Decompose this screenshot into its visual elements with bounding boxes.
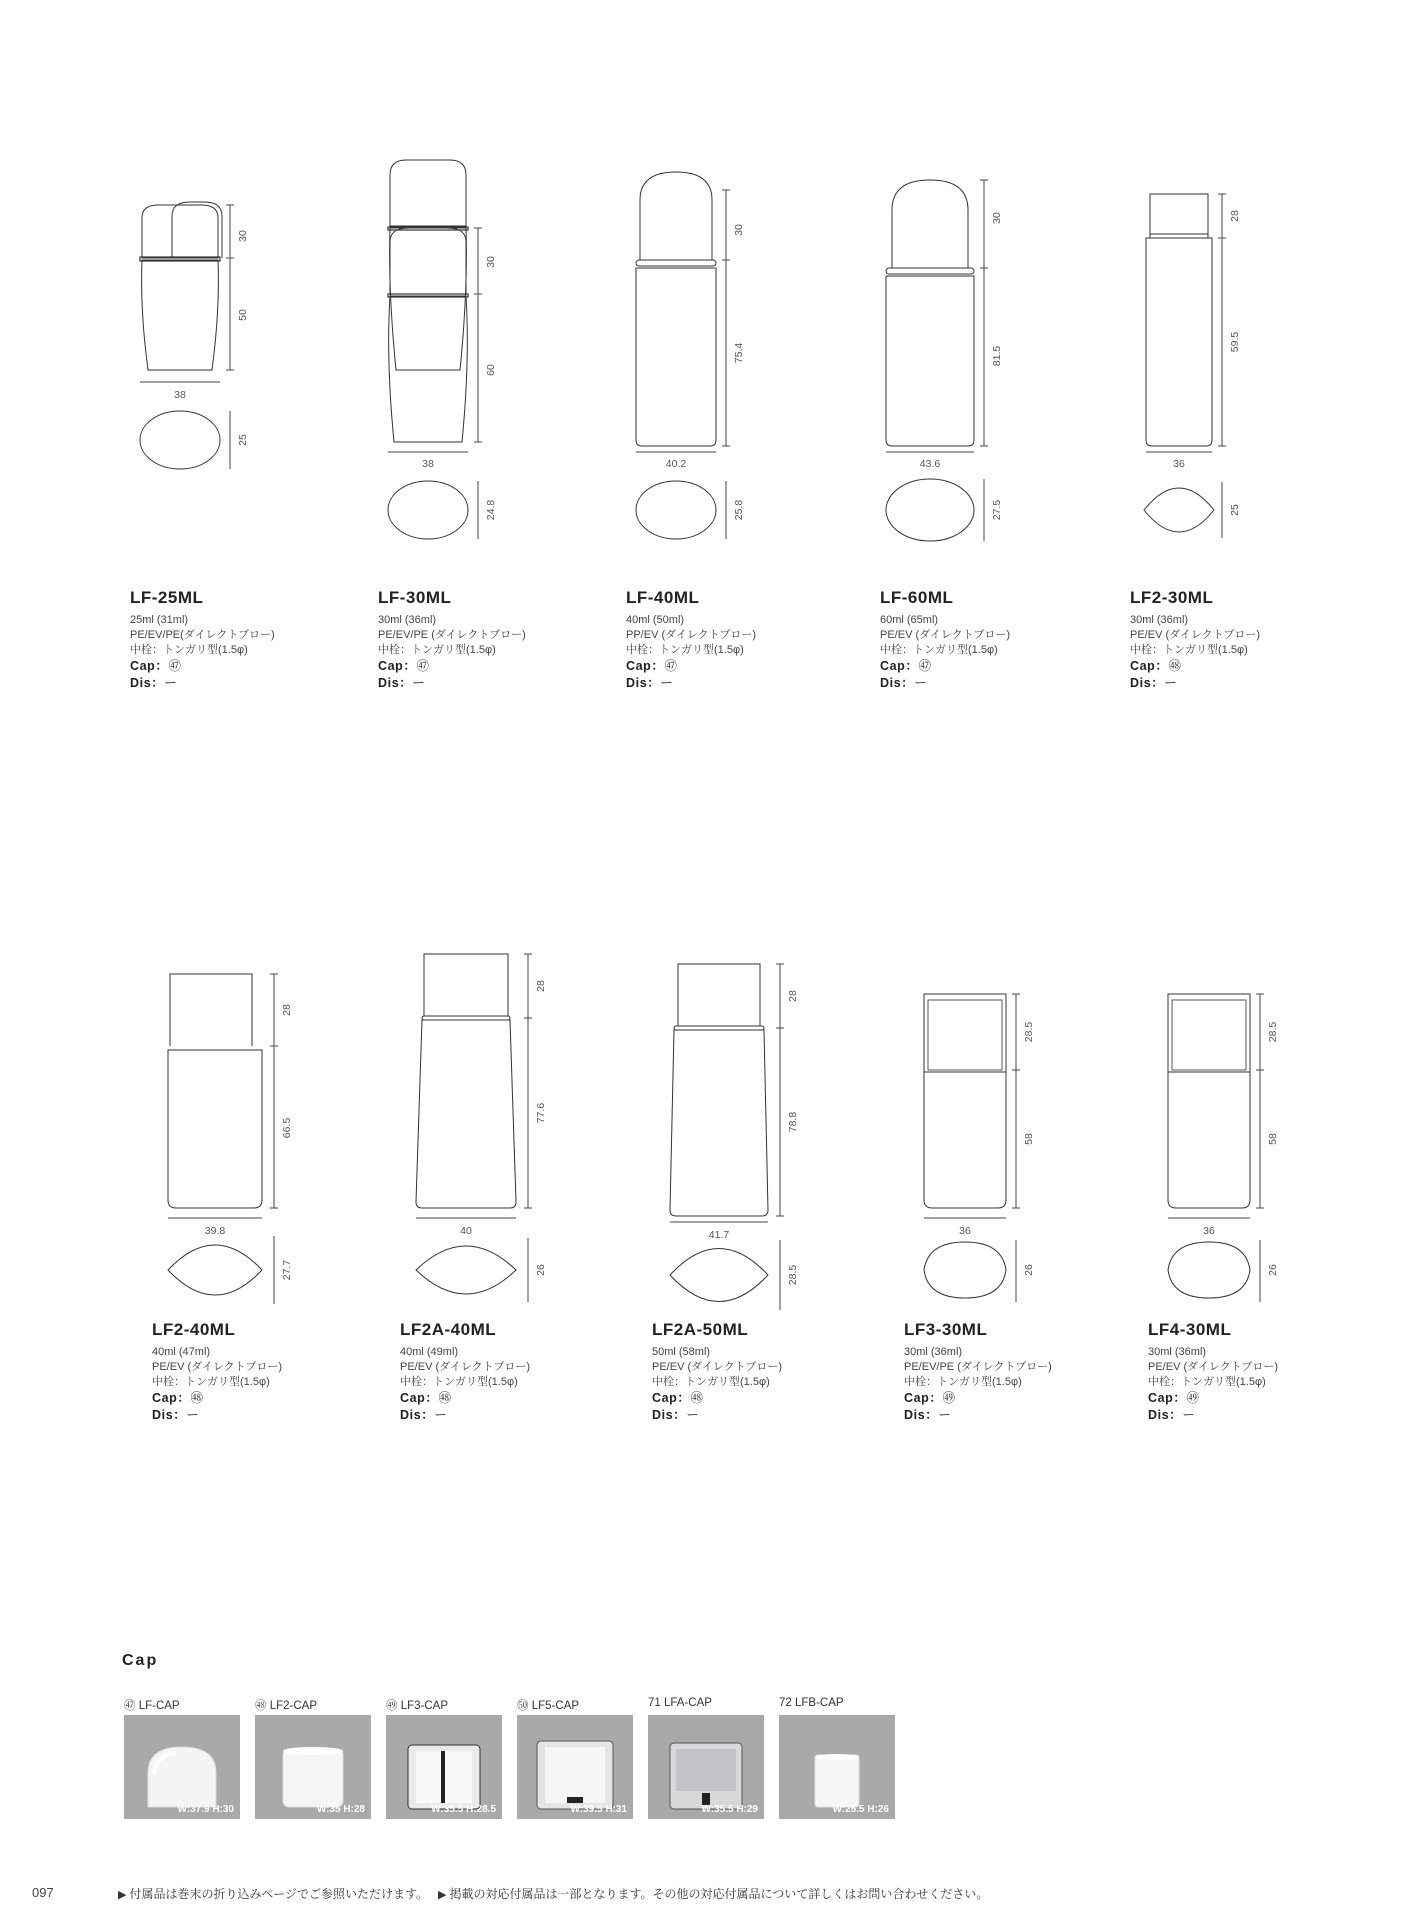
product-material: PE/EV/PE (ダイレクトブロー)	[378, 629, 526, 641]
dim-width: 38	[174, 389, 186, 401]
bottle-drawing	[1130, 160, 1350, 540]
dim-cap-height: 28	[535, 980, 547, 992]
footnote-text-2: 掲載の対応付属品は一部となります。その他の対応付属品について詳しくはお問い合わせください。	[449, 1887, 989, 1901]
dim-body-height: 66.5	[281, 1117, 293, 1139]
cap-size: W:39.5 H:31	[570, 1804, 627, 1815]
dim-body-height: 78.8	[787, 1111, 799, 1133]
product-dis: Dis：ー	[400, 1408, 448, 1422]
product-name: LF-40ML	[626, 588, 700, 607]
cap-photo	[386, 1715, 502, 1819]
product-cap: Cap：㊼	[378, 659, 430, 673]
product-plug: 中栓：トンガリ型(1.5φ)	[880, 644, 998, 656]
product-material: PE/EV (ダイレクトブロー)	[652, 1361, 783, 1373]
product-material: PE/EV (ダイレクトブロー)	[880, 629, 1011, 641]
dim-depth: 24.8	[485, 499, 497, 521]
product-lf3-30ml	[904, 930, 1124, 1530]
dim-cap-height: 30	[733, 224, 745, 236]
dim-width: 36	[1203, 1225, 1215, 1237]
product-dis: Dis：ー	[152, 1408, 200, 1422]
product-cap: Cap：㊾	[1148, 1391, 1200, 1405]
dim-body-height: 60	[485, 364, 497, 376]
bottle-drawing	[652, 930, 872, 1310]
dim-cap-height: 28.5	[1023, 1021, 1035, 1043]
product-volume: 25ml (31ml)	[130, 614, 189, 626]
product-lf2-40ml	[152, 930, 372, 1530]
bottle-footprint	[378, 160, 598, 540]
dim-width: 39.8	[204, 1225, 226, 1237]
bottle-drawing	[152, 930, 372, 1310]
cap-item-lfb-cap	[779, 1697, 895, 1819]
product-volume: 30ml (36ml)	[1148, 1346, 1207, 1358]
product-name: LF-60ML	[880, 588, 954, 607]
dim-cap-height: 28	[787, 990, 799, 1002]
cap-photo	[517, 1715, 633, 1819]
dim-width: 41.7	[708, 1229, 730, 1241]
dim-body-height: 77.6	[535, 1102, 547, 1124]
product-plug: 中栓：トンガリ型(1.5φ)	[400, 1376, 518, 1388]
cap-section-heading: Cap	[122, 1652, 159, 1669]
dim-depth: 25	[1229, 504, 1241, 516]
cap-label: ㊿ LF5-CAP	[517, 1700, 579, 1712]
page-number: 097	[32, 1885, 54, 1900]
product-lf-40ml	[626, 160, 846, 760]
triangle-icon: ▶	[438, 1889, 447, 1901]
product-name: LF2-30ML	[1130, 588, 1214, 607]
bottle-drawing	[904, 930, 1124, 1310]
product-dis: Dis：ー	[626, 676, 674, 690]
dim-width: 38	[422, 458, 434, 470]
dim-depth: 28.5	[787, 1264, 799, 1286]
product-plug: 中栓：トンガリ型(1.5φ)	[652, 1376, 770, 1388]
product-material: PE/EV (ダイレクトブロー)	[1130, 629, 1261, 641]
cap-item-lf3-cap	[386, 1697, 502, 1819]
dim-depth: 26	[535, 1264, 547, 1276]
dim-cap-height: 30	[237, 230, 249, 242]
product-plug: 中栓：トンガリ型(1.5φ)	[626, 644, 744, 656]
dim-cap-height: 30	[991, 212, 1003, 224]
dim-depth: 25.8	[733, 499, 745, 521]
product-cap: Cap：㊼	[130, 659, 182, 673]
triangle-icon: ▶	[118, 1889, 127, 1901]
dim-depth: 26	[1267, 1264, 1279, 1276]
cap-item-lfa-cap	[648, 1697, 764, 1819]
product-dis: Dis：ー	[652, 1408, 700, 1422]
product-dis: Dis：ー	[1130, 676, 1178, 690]
dim-cap-height: 28	[1229, 210, 1241, 222]
product-lf2a-50ml	[652, 930, 872, 1530]
product-volume: 40ml (47ml)	[152, 1346, 211, 1358]
dim-body-height: 58	[1267, 1133, 1279, 1145]
cap-photo	[124, 1715, 240, 1819]
dim-cap-height: 30	[485, 256, 497, 268]
cap-size: W:35 H:28	[316, 1804, 365, 1815]
cap-item-lf-cap	[124, 1697, 240, 1819]
cap-label: ㊼ LF-CAP	[124, 1700, 180, 1712]
product-volume: 30ml (36ml)	[1130, 614, 1189, 626]
product-plug: 中栓：トンガリ型(1.5φ)	[152, 1376, 270, 1388]
product-material: PE/EV (ダイレクトブロー)	[1148, 1361, 1279, 1373]
dim-depth: 26	[1023, 1264, 1035, 1276]
bottle-drawing	[400, 930, 620, 1310]
product-name: LF4-30ML	[1148, 1320, 1232, 1339]
cap-item-lf2-cap	[255, 1697, 371, 1819]
product-volume: 40ml (50ml)	[626, 614, 685, 626]
product-volume: 30ml (36ml)	[904, 1346, 963, 1358]
dim-width: 36	[1173, 458, 1185, 470]
cap-item-lf5-cap	[517, 1697, 633, 1819]
product-dis: Dis：ー	[904, 1408, 952, 1422]
product-dis: Dis：ー	[378, 676, 426, 690]
dim-depth: 27.7	[281, 1259, 293, 1281]
product-volume: 40ml (49ml)	[400, 1346, 459, 1358]
product-volume: 60ml (65ml)	[880, 614, 939, 626]
product-name: LF-30ML	[378, 588, 452, 607]
product-plug: 中栓：トンガリ型(1.5φ)	[904, 1376, 1022, 1388]
cap-size: W:37.9 H:30	[177, 1804, 234, 1815]
product-name: LF2A-50ML	[652, 1320, 749, 1339]
product-material: PE/EV/PE(ダイレクトブロー)	[130, 629, 275, 641]
product-lf2-30ml	[1130, 160, 1350, 760]
product-cap: Cap：㊼	[626, 659, 678, 673]
bottle-drawing	[1148, 930, 1368, 1310]
dim-depth: 25	[237, 434, 249, 446]
product-cap: Cap：㊽	[652, 1391, 704, 1405]
cap-size: W:25.5 H:26	[832, 1804, 889, 1815]
bottle-drawing	[130, 160, 350, 540]
product-plug: 中栓：トンガリ型(1.5φ)	[1148, 1376, 1266, 1388]
dim-body-height: 75.4	[733, 342, 745, 364]
dim-depth: 27.5	[991, 499, 1003, 521]
cap-size: W:35.5 H:28.5	[431, 1804, 496, 1815]
product-material: PP/EV (ダイレクトブロー)	[626, 629, 757, 641]
product-volume: 50ml (58ml)	[652, 1346, 711, 1358]
footnote-text-1: 付属品は巻末の折り込みページでご参照いただけます。	[129, 1887, 429, 1901]
product-dis: Dis：ー	[880, 676, 928, 690]
product-lf-60ml	[880, 160, 1100, 760]
product-name: LF2-40ML	[152, 1320, 236, 1339]
product-cap: Cap：㊼	[880, 659, 932, 673]
cap-photo	[779, 1715, 895, 1819]
product-name: LF2A-40ML	[400, 1320, 497, 1339]
dim-body-height: 81.5	[991, 345, 1003, 367]
product-cap: Cap：㊽	[400, 1391, 452, 1405]
product-cap: Cap：㊽	[152, 1391, 204, 1405]
cap-size: W:35.5 H:29	[701, 1804, 758, 1815]
product-lf4-30ml	[1148, 930, 1368, 1530]
bottle-drawing	[880, 160, 1100, 540]
cap-label: 72 LFB-CAP	[779, 1697, 844, 1709]
cap-label: ㊽ LF2-CAP	[255, 1700, 317, 1712]
bottle-drawing	[626, 160, 846, 540]
product-material: PE/EV (ダイレクトブロー)	[400, 1361, 531, 1373]
product-volume: 30ml (36ml)	[378, 614, 437, 626]
product-cap: Cap：㊽	[1130, 659, 1182, 673]
product-lf2a-40ml	[400, 930, 620, 1530]
product-lf-25ml	[130, 160, 350, 760]
product-plug: 中栓：トンガリ型(1.5φ)	[378, 644, 496, 656]
product-dis: Dis：ー	[1148, 1408, 1196, 1422]
cap-photo	[648, 1715, 764, 1819]
product-cap: Cap：㊾	[904, 1391, 956, 1405]
dim-width: 36	[959, 1225, 971, 1237]
cap-photo	[255, 1715, 371, 1819]
dim-width: 40.2	[665, 458, 687, 470]
dim-body-height: 59.5	[1229, 331, 1241, 353]
footnote	[118, 1885, 988, 1902]
product-material: PE/EV (ダイレクトブロー)	[152, 1361, 283, 1373]
product-name: LF-25ML	[130, 588, 204, 607]
cap-label: 71 LFA-CAP	[648, 1697, 712, 1709]
product-lf-30ml	[378, 160, 598, 760]
product-name: LF3-30ML	[904, 1320, 988, 1339]
product-plug: 中栓：トンガリ型(1.5φ)	[130, 644, 248, 656]
dim-width: 40	[460, 1225, 472, 1237]
product-material: PE/EV/PE (ダイレクトブロー)	[904, 1361, 1052, 1373]
dim-width: 43.6	[919, 458, 941, 470]
dim-cap-height: 28	[281, 1004, 293, 1016]
dim-cap-height: 28.5	[1267, 1021, 1279, 1043]
product-dis: Dis：ー	[130, 676, 178, 690]
cap-label: ㊾ LF3-CAP	[386, 1700, 448, 1712]
product-plug: 中栓：トンガリ型(1.5φ)	[1130, 644, 1248, 656]
dim-body-height: 58	[1023, 1133, 1035, 1145]
dim-body-height: 50	[237, 309, 249, 321]
